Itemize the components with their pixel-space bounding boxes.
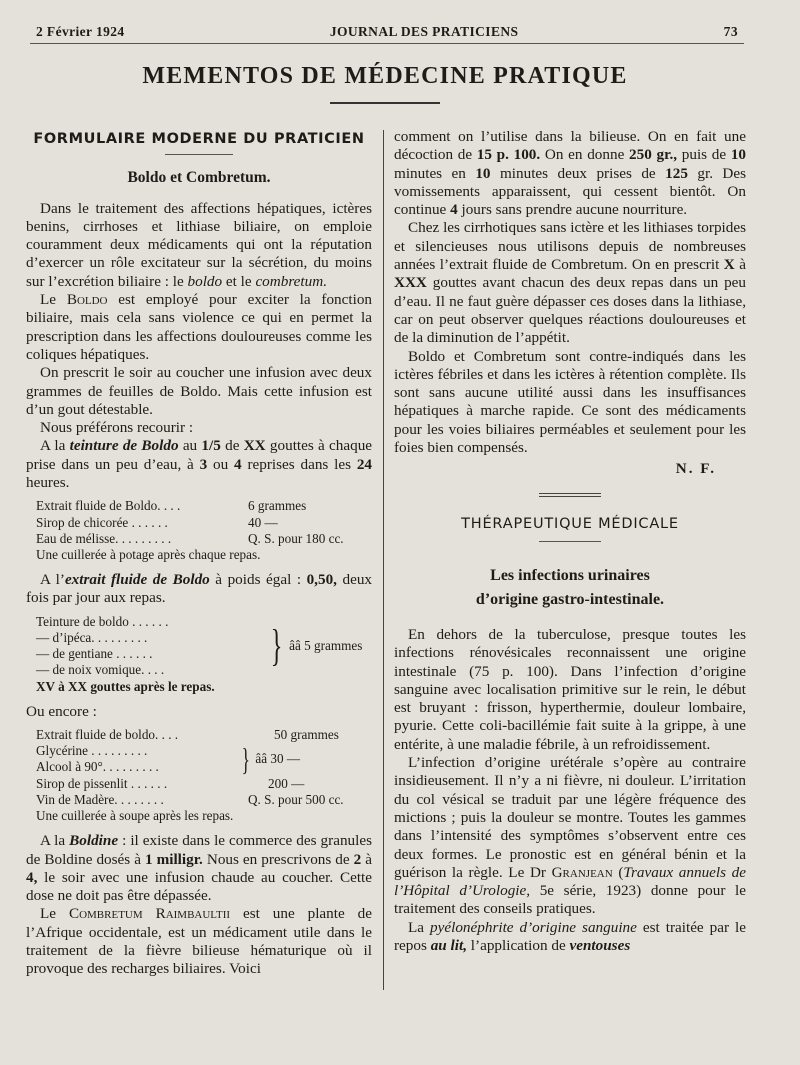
rx-line: Glycérine . . . . . . . . . bbox=[36, 743, 148, 759]
rx-quantity: ââ 30 — bbox=[255, 751, 301, 767]
title-rule bbox=[330, 102, 440, 104]
brace-glyph: } bbox=[241, 741, 250, 778]
section-heading-therapeutique: THÉRAPEUTIQUE MÉDICALE bbox=[461, 515, 679, 532]
section-rule bbox=[165, 154, 233, 155]
column-divider bbox=[383, 130, 384, 990]
paragraph: Le Combretum Raimbaultii est une plante de l’Afrique occidentale, est un médicament utile dans le traitement de la fièvre bilieuse hématurique où il provoque des recharges biliaires. Voici bbox=[26, 905, 372, 978]
rx-line: Teinture de boldo . . . . . . bbox=[36, 613, 169, 629]
rx-quantity: ââ 5 grammes bbox=[289, 638, 363, 654]
paragraph: Chez les cirrhotiques sans ictère et les lithiases torpides et silencieuses nous utilisons depuis de nombreuses années l’extrait fluide de Combretum. On en prescrit X à XXX gouttes avant chacun des deux repas dans un peu d’eau. Il ne faut guère dépasser ces doses dans la lithiase, car on peut observer quelques réactions douloureuses et de la diminution de l’appétit. bbox=[394, 219, 747, 347]
paragraph: comment on l’utilise dans la bilieuse. On en fait une décoction de 15 p. 100. On en donne 250 gr., puis de 10 minutes en 10 minutes deux prises de 125 gr. Des vomissements apparaissent, qui cessent bientôt. On continue 4 jours sans prendre aucune nourriture. bbox=[394, 128, 747, 219]
rx-note: Une cuillerée à potage après chaque repas. bbox=[36, 546, 261, 562]
rx-line: — de noix vomique. . . . bbox=[36, 662, 165, 678]
paragraph: L’infection d’origine urétérale s’opère au contraire insidieusement. Il n’y a ni fièvre, ni douleur. L’irritation du col vésical se traduit par une légère fréquence des mictions ; puis la douleur se montre. Toutes les gammes dans l’intensité des symptômes s’observent entre ces deux formes. Le pronostic est en général bénin et la guérison la règle. Le Dr Granjean (Travaux annuels de l’Hôpital d’Urologie, 5e série, 1923) donne pour le traitement des conseils pratiques. bbox=[394, 754, 747, 918]
rx-note: XV à XX gouttes après le repas. bbox=[36, 678, 215, 694]
rx-line: Vin de Madère. . . . . . . . Q. S. pour 500 cc. bbox=[36, 791, 344, 807]
header-rule bbox=[30, 43, 744, 44]
page-title: MEMENTOS DE MÉDECINE PRATIQUE bbox=[142, 63, 628, 89]
section-heading-formulaire: FORMULAIRE MODERNE DU PRATICIEN bbox=[33, 131, 365, 147]
paragraph: Le Boldo est employé pour exciter la fonction biliaire, mais cela sans violence ce qui en permet la prescription dans les affections douloureuses comme les coliques hépatiques. bbox=[26, 291, 373, 363]
rx-line: Extrait fluide de Boldo. . . . 6 grammes bbox=[36, 498, 307, 514]
paragraph: Ou encore : bbox=[26, 702, 97, 720]
journal-name: JOURNAL DES PRATICIENS bbox=[329, 24, 519, 39]
paragraph: A la Boldine : il existe dans le commerce des granules de Boldine dosés à 1 milligr. Nous en prescrivons de 2 à 4, le soir avec une infusion chaude au coucher. Cette dose ne doit pas être dépassée. bbox=[26, 832, 373, 905]
prescription-3 bbox=[36, 727, 372, 824]
author-signature: N. F. bbox=[675, 460, 716, 478]
rx-line: — de gentiane . . . . . . bbox=[36, 646, 153, 662]
article-title-line-1: Les infections urinaires bbox=[490, 566, 650, 584]
issue-date: 2 Février 1924 bbox=[36, 24, 125, 39]
section-separator bbox=[539, 493, 601, 497]
paragraph: Boldo et Combretum sont contre-indiqués dans les ictères fébriles et dans les ictères à rétention complète. Ils sont sans aucune utilité aussi dans les insuffisances hépatiques à marche rapide. Ce sont des médicaments pour les voies biliaires perméables et seulement pour les foies bien compensés. bbox=[394, 347, 746, 457]
prescription-1 bbox=[36, 498, 372, 563]
rx-line: Extrait fluide de boldo. . . . 50 grammes bbox=[36, 727, 339, 743]
paragraph: La pyélonéphrite d’origine sanguine est traitée par le repos au lit, l’application de ventouses bbox=[394, 918, 747, 954]
paragraph: A la teinture de Boldo au 1/5 de XX gouttes à chaque prise dans un peu d’eau, à 3 ou 4 reprises dans les 24 heures. bbox=[26, 437, 373, 492]
paragraph: En dehors de la tuberculose, presque toutes les infections rénovésicales reconnaissent une origine intestinale (75 p. 100). Dans l’infection d’origine sanguine avec localisation primitive sur le rein, le début est bruyant : frisson, hyperthermie, douleur lombaire, pyurie. Cette coli-bacillémie fait suite à la grippe, à une entérite, à une maladie fébrile, à un refroidissement. bbox=[394, 625, 747, 753]
rx-line: — d’ipéca. . . . . . . . . bbox=[36, 629, 148, 645]
article-title-line-2: d’origine gastro-intestinale. bbox=[475, 590, 665, 608]
rx-note: Une cuillerée à soupe après les repas. bbox=[36, 808, 234, 824]
rx-line: Alcool à 90°. . . . . . . . . bbox=[36, 759, 159, 775]
rx-line: Sirop de pissenlit . . . . . . 200 — bbox=[36, 775, 305, 791]
paragraph: On prescrit le soir au coucher une infusion avec deux grammes de feuilles de Boldo. Mais cette infusion est d’un gout détestable. bbox=[26, 364, 372, 418]
rx-line: Eau de mélisse. . . . . . . . . Q. S. pour 180 cc. bbox=[36, 530, 344, 546]
right-column bbox=[394, 128, 746, 955]
paragraph: Nous préférons recourir : bbox=[40, 419, 194, 437]
prescription-2 bbox=[36, 614, 372, 695]
brace-glyph: } bbox=[270, 621, 283, 671]
paragraph: Dans le traitement des affections hépatiques, ictères benins, cirrhoses et lithiase biliaire, on emploie couramment deux médicaments qui ont la réputation d’exercer un rôle excitateur sur la sécrétion, du moins sur l’excrétion biliaire : le boldo et le combretum. bbox=[26, 199, 372, 290]
section-rule bbox=[539, 541, 601, 542]
paragraph: A l’extrait fluide de Boldo à poids égal : 0,50, deux fois par jour aux repas. bbox=[26, 571, 373, 607]
rx-line: Sirop de chicorée . . . . . . 40 — bbox=[36, 514, 278, 530]
left-column bbox=[26, 128, 372, 979]
running-header bbox=[36, 24, 738, 40]
page-number: 73 bbox=[723, 24, 738, 39]
article-subheading: Boldo et Combretum. bbox=[127, 169, 271, 187]
